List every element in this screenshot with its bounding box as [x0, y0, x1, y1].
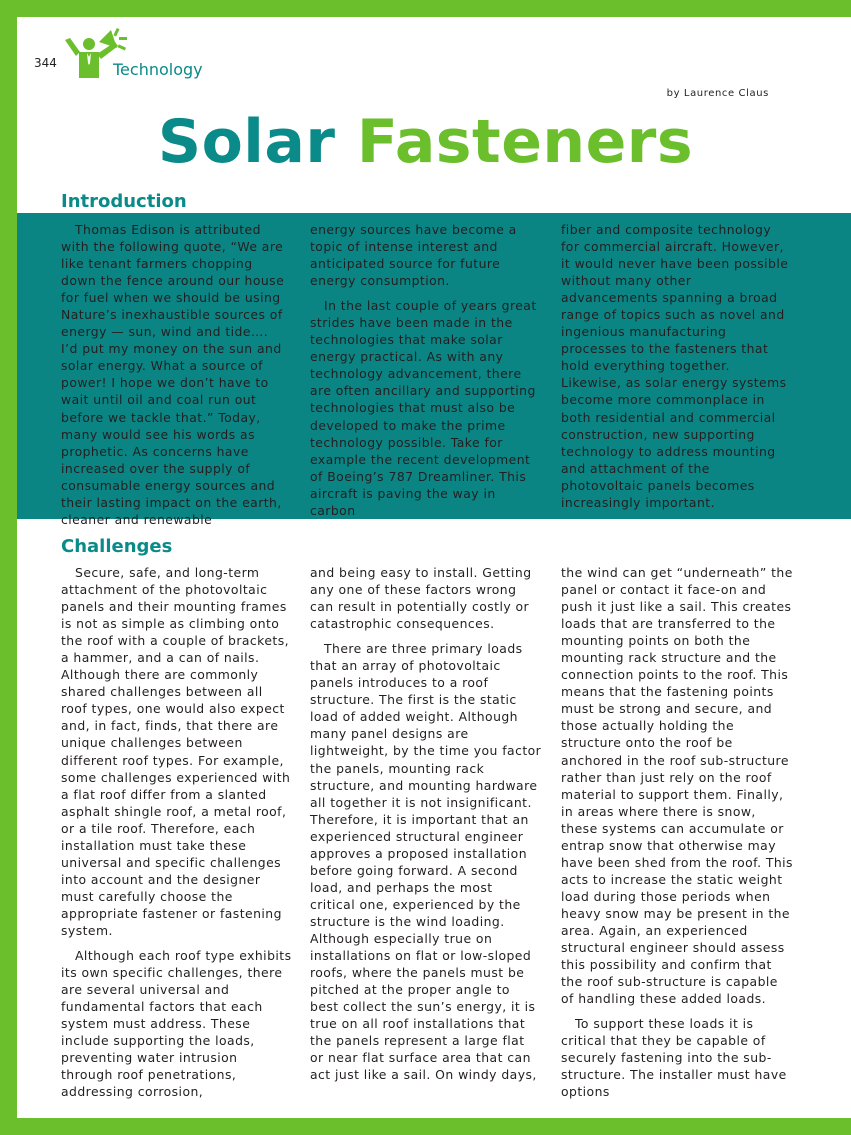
paragraph: Thomas Edison is attributed with the following quote, “We are like tenant farmers chopping down the fence around our house for fuel when we should be using Nature’s inexhaustible sources of energy — sun, wind and tide…. I’d put my money on the sun and solar energy. What a source of power! I hope we don’t have to wait until oil and coal run out before we tackle that.” Today, many would see his words as prophetic. As concerns have increased over the supply of consumable energy sources and their lasting impact on the earth, cleaner and renewable — [61, 222, 285, 527]
introduction-heading: Introduction — [61, 191, 187, 212]
article-title — [0, 106, 851, 178]
intro-column-2 — [310, 221, 542, 519]
page-number: 344 — [34, 56, 57, 70]
paragraph: Although each roof type exhibits its own specific challenges, there are several universal and fundamental factors that each system must address. These include supporting the loads, preventing water intrusion through roof penetrations, addressing corrosion, — [61, 948, 292, 1100]
paragraph: Secure, safe, and long-term attachment of the photovoltaic panels and their mounting frames is not as simple as climbing onto the roof with a couple of brackets, a hammer, and a can of nails. Although there are commonly shared challenges between all roof types, one would also expect and, in fact, finds, that there are unique challenges between different roof types. For example, some challenges experienced with a flat roof differ from a slanted asphalt shingle roof, a metal roof, or a tile roof. Therefore, each installation must take these universal and specific challenges into account and the designer must carefully choose the appropriate fastener or fastening system. — [61, 565, 291, 938]
intro-column-3 — [561, 221, 791, 511]
paragraph: energy sources have become a topic of intense interest and anticipated source for future energy consumption. — [310, 222, 517, 289]
title-word-1: Solar — [157, 107, 336, 177]
section-label: Technology — [113, 60, 203, 79]
page-border-bottom — [0, 1118, 851, 1135]
paragraph: There are three primary loads that an array of photovoltaic panels introduces to a roof structure. The first is the static load of added weight. Although many panel designs are lightweight, by the time you factor the panels, mounting rack structure, and mounting hardware all together it is not insignificant. Therefore, it is important that an experienced structural engineer approves a proposed installation before going forward. A second load, and perhaps the most critical one, experienced by the structure is the wind loading. Although especially true on installations on flat or low-sloped roofs, where the panels must be pitched at the proper angle to best collect the sun’s energy, it is true on all roof installations that the panels represent a large flat or near flat surface area that can act just like a sail. On windy days, — [310, 641, 542, 1083]
title-word-2: Fasteners — [356, 107, 694, 177]
page-border-top — [0, 0, 851, 17]
paragraph: the wind can get “underneath” the panel or contact it face-on and push it just like a sail. This creates loads that are transferred to the mounting points on both the mounting rack structure and the connection points to the roof. This means that the fastening points must be strong and secure, and those actually holding the structure onto the roof be anchored in the roof sub-structure rather than just rely on the roof material to support them. Finally, in areas where there is snow, these systems can accumulate or entrap snow that otherwise may have been shed from the roof. This acts to increase the static weight load during those periods when heavy snow may be present in the area. Again, an experienced structural engineer should assess this possibility and confirm that the roof sub-structure is capable of handling these added loads. — [561, 565, 793, 1007]
intro-column-1 — [61, 221, 289, 528]
challenges-column-1 — [61, 564, 293, 1100]
byline: by Laurence Claus — [666, 88, 769, 99]
challenges-column-2 — [310, 564, 542, 1083]
paragraph: To support these loads it is critical that they be capable of securely fastening into the sub-structure. The installer must have options — [561, 1016, 787, 1100]
challenges-column-3 — [561, 564, 793, 1100]
challenges-heading: Challenges — [61, 536, 173, 557]
paragraph: In the last couple of years great strides have been made in the technologies that make solar energy practical. As with any technology advancement, there are often ancillary and supporting technologies that must also be developed to make the prime technology possible. Take for example the recent development of Boeing’s 787 Dreamliner. This aircraft is paving the way in carbon — [310, 298, 537, 518]
paragraph: fiber and composite technology for commercial aircraft. However, it would never have been possible without many other advancements spanning a broad range of topics such as novel and ingenious manufacturing processes to the fasteners that hold everything together. Likewise, as solar energy systems become more commonplace in both residential and commercial construction, new supporting technology to address mounting and attachment of the photovoltaic panels becomes increasingly important. — [561, 222, 789, 510]
paragraph: and being easy to install. Getting any one of these factors wrong can result in potentially costly or catastrophic consequences. — [310, 565, 532, 632]
